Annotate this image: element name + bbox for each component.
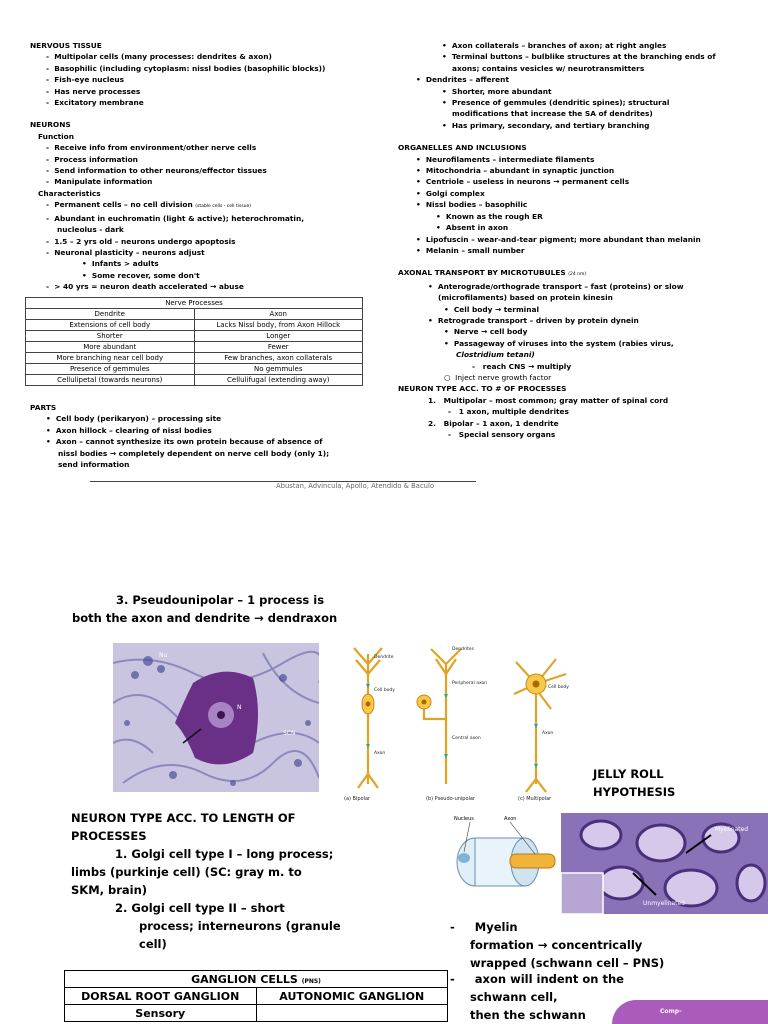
list-item: • Retrograde transport – driven by protein dynein	[428, 315, 639, 325]
table-row	[26, 375, 363, 386]
heading-axonal-transport: AXONAL TRANSPORT BY MICROTUBULES (24 nm)	[398, 268, 587, 278]
footer-authors: Abustan, Advincula, Apollo, Atendido & Baculo	[276, 482, 435, 490]
list-item: nucleolus - dark	[57, 225, 124, 235]
table-cell: Lacks Nissl body, from Axon Hillock	[194, 320, 363, 331]
myelin-formation-text	[450, 918, 664, 972]
micrograph-label: Nu	[159, 652, 168, 659]
corner-stain-image	[612, 1000, 768, 1024]
label-characteristics: Characteristics	[38, 188, 101, 198]
list-item: - Multipolar cells (many processes: dendrites & axon)	[46, 52, 272, 62]
table-title: Nerve Processes	[26, 298, 363, 309]
list-item: - Abundant in euchromatin (light & active); heterochromatin,	[46, 213, 305, 223]
heading-neurons: NEURONS	[30, 120, 71, 130]
list-item: • Lipofuscin – wear-and-tear pigment; more abundant than melanin	[416, 234, 701, 244]
table-cell: More branching near cell body	[26, 353, 195, 364]
length-heading: NEURON TYPE ACC. TO LENGTH OF	[71, 811, 296, 825]
diagram-label: Dendrite	[374, 655, 394, 660]
list-item: • Known as the rough ER	[436, 211, 543, 221]
list-item: - Basophilic (including cytoplasm: nissl bodies (basophilic blocks))	[46, 63, 326, 73]
list-item: nissl bodies → completely dependent on nerve cell body (only 1);	[58, 448, 330, 458]
list-item: formation → concentrically	[470, 938, 643, 952]
diagram-label: Axon	[374, 751, 386, 756]
list-item: cell)	[139, 937, 167, 951]
list-item: send information	[58, 460, 130, 470]
table-row	[65, 1005, 448, 1022]
list-item: - 1 axon, multiple dendrites	[448, 407, 569, 417]
ganglion-table	[64, 970, 448, 1022]
list-item: • Absent in axon	[436, 223, 509, 233]
micrograph-label: Myelinated	[715, 826, 749, 833]
list-item: - Receive info from environment/other nerve cells	[46, 143, 257, 153]
neuron-micrograph-image	[113, 643, 319, 792]
list-item: - Process information	[46, 154, 138, 164]
list-item: wrapped (schwann cell – PNS)	[470, 956, 665, 970]
table-header: Axon	[194, 309, 363, 320]
list-item: SKM, brain)	[71, 883, 148, 897]
list-item: Clostridium tetani)	[456, 350, 535, 360]
list-item: • Anterograde/orthograde transport – fast (proteins) or slow	[428, 281, 684, 291]
list-item: - Manipulate information	[46, 177, 153, 187]
list-item: • Mitochondria – abundant in synaptic junction	[416, 166, 615, 176]
length-heading: PROCESSES	[71, 829, 147, 843]
list-item: • Has primary, secondary, and tertiary branching	[442, 120, 650, 130]
table-cell: More abundant	[26, 342, 195, 353]
list-item: • Neurofilaments – intermediate filaments	[416, 154, 595, 164]
pseudounipolar-text: 3. Pseudounipolar – 1 process is both the axon and dendrite → dendraxon	[72, 593, 338, 625]
micrograph-label: Unmyelinated	[643, 900, 685, 907]
list-item: - Special sensory organs	[448, 430, 556, 439]
length-section	[71, 809, 341, 953]
list-item: - Myelin	[450, 920, 518, 934]
list-item: • Infants > adults	[82, 259, 159, 269]
list-item: - Has nerve processes	[46, 86, 141, 96]
ganglion-title: GANGLION CELLS (PNS)	[65, 971, 448, 988]
list-item: • Presence of gemmules (dendritic spines); structural	[442, 98, 670, 108]
myelin-label: Axon	[504, 816, 517, 822]
list-item: - axon will indent on the	[450, 972, 624, 986]
table-row	[26, 320, 363, 331]
right-column	[398, 40, 758, 440]
list-item: • Melanin – small number	[416, 245, 525, 255]
label-function: Function	[38, 131, 74, 141]
diagram-caption: (a) Bipolar	[344, 796, 371, 802]
list-item: • Cell body (perikaryon) – processing site	[46, 414, 222, 424]
table-row	[26, 331, 363, 342]
list-item: modifications that increase the SA of dendrites)	[452, 109, 653, 119]
diagram-caption: (c) Multipolar	[518, 796, 552, 802]
list-item: - 1.5 – 2 yrs old – neurons undergo apoptosis	[46, 236, 236, 246]
list-item: • Some recover, some don't	[82, 270, 200, 280]
nerve-processes-table	[25, 297, 363, 386]
parts-section	[30, 402, 370, 470]
left-column	[30, 40, 370, 293]
table-cell: Sensory	[65, 1005, 257, 1022]
myelin-micrograph	[561, 813, 768, 914]
list-item: axons; contains vesicles w/ neurotransmitters	[452, 63, 645, 73]
diagram-label: Cell body	[548, 685, 569, 690]
diagram-label: Dendrites	[452, 647, 474, 652]
list-item: • Passageway of viruses into the system (rabies virus,	[444, 338, 674, 348]
list-item: • Golgi complex	[416, 188, 485, 198]
table-row	[26, 342, 363, 353]
neuron-type-diagram	[336, 644, 588, 804]
table-cell: Fewer	[194, 342, 363, 353]
list-item: - Permanent cells – no cell division (stable cells - cell tissue)	[46, 200, 252, 210]
diagram-caption: (b) Pseudo-unipolar	[426, 796, 476, 802]
list-item: (microfilaments) based on protein kinesin	[438, 293, 613, 303]
list-item: 1. Multipolar – most common; gray matter of spinal cord	[428, 395, 669, 405]
table-cell: No gemmules	[194, 364, 363, 375]
list-item: - Excitatory membrane	[46, 98, 144, 108]
neuron-micrograph	[113, 643, 319, 792]
list-item: • Dendrites – afferent	[416, 75, 509, 85]
neuron-type-diagram-image	[336, 644, 588, 804]
list-item: - > 40 yrs = neuron death accelerated → abuse	[46, 282, 244, 292]
table-header: Dendrite	[26, 309, 195, 320]
diagram-label: Axon	[542, 731, 554, 736]
micrograph-label: N	[237, 704, 242, 711]
list-item: 1. Golgi cell type I – long process;	[115, 847, 334, 861]
heading-nervous-tissue: NERVOUS TISSUE	[30, 41, 102, 50]
table-header: DORSAL ROOT GANGLION	[65, 988, 257, 1005]
heading-organelles: ORGANELLES AND INCLUSIONS	[398, 143, 527, 153]
list-item: process; interneurons (granule	[139, 919, 341, 933]
table-row	[26, 353, 363, 364]
diagram-label: Cell body	[374, 688, 395, 693]
list-item: • Shorter, more abundant	[442, 86, 552, 96]
corner-label: Comp-	[660, 1008, 682, 1015]
table-cell: Presence of gemmules	[26, 364, 195, 375]
myelin-formation-text-cont	[450, 970, 624, 1024]
list-item: • Centriole – useless in neurons → permanent cells	[416, 177, 630, 187]
list-item: ○ Inject nerve growth factor	[444, 372, 552, 382]
micrograph-label: SCN	[283, 730, 296, 737]
list-item: 2. Bipolar – 1 axon, 1 dendrite	[428, 418, 559, 428]
myelin-sheath-diagram	[440, 812, 562, 894]
list-item: • Axon – cannot synthesize its own protein because of absence of	[46, 437, 323, 447]
table-cell: Longer	[194, 331, 363, 342]
jelly-roll-heading: JELLY ROLL HYPOTHESIS	[593, 767, 676, 799]
table-header: AUTONOMIC GANGLION	[256, 988, 448, 1005]
diagram-label: Peripheral axon	[452, 681, 488, 686]
list-item: - Send information to other neurons/effector tissues	[46, 166, 267, 176]
list-item: • Axon hillock – clearing of nissl bodies	[46, 425, 212, 435]
diagram-label: Central axon	[452, 736, 481, 741]
list-item: - Fish-eye nucleus	[46, 75, 125, 85]
myelin-label: Nucleus	[454, 816, 474, 822]
table-cell: Shorter	[26, 331, 195, 342]
heading-parts: PARTS	[30, 403, 57, 412]
table-cell	[256, 1005, 448, 1022]
list-item: • Nerve → cell body	[444, 327, 528, 337]
myelin-micrograph-image	[561, 813, 768, 914]
list-item: • Nissl bodies – basophilic	[416, 200, 528, 210]
list-item: - reach CNS → multiply	[472, 361, 572, 371]
list-item: • Cell body → terminal	[444, 304, 539, 314]
table-cell: Extensions of cell body	[26, 320, 195, 331]
table-cell: Cellulifugal (extending away)	[194, 375, 363, 386]
list-item: limbs (purkinje cell) (SC: gray m. to	[71, 865, 302, 879]
list-item: • Terminal buttons – bulblike structures at the branching ends of	[442, 52, 716, 62]
list-item: 2. Golgi cell type II – short	[115, 901, 285, 915]
list-item: • Axon collaterals – branches of axon; at right angles	[442, 41, 667, 50]
list-item: then the schwann	[470, 1008, 586, 1022]
table-cell: Few branches, axon collaterals	[194, 353, 363, 364]
table-row	[26, 364, 363, 375]
list-item: - Neuronal plasticity – neurons adjust	[46, 247, 205, 257]
heading-type-processes: NEURON TYPE ACC. TO # OF PROCESSES	[398, 384, 567, 394]
table-cell: Cellulipetal (towards neurons)	[26, 375, 195, 386]
myelin-sheath-image	[440, 812, 562, 894]
list-item: schwann cell,	[470, 990, 558, 1004]
